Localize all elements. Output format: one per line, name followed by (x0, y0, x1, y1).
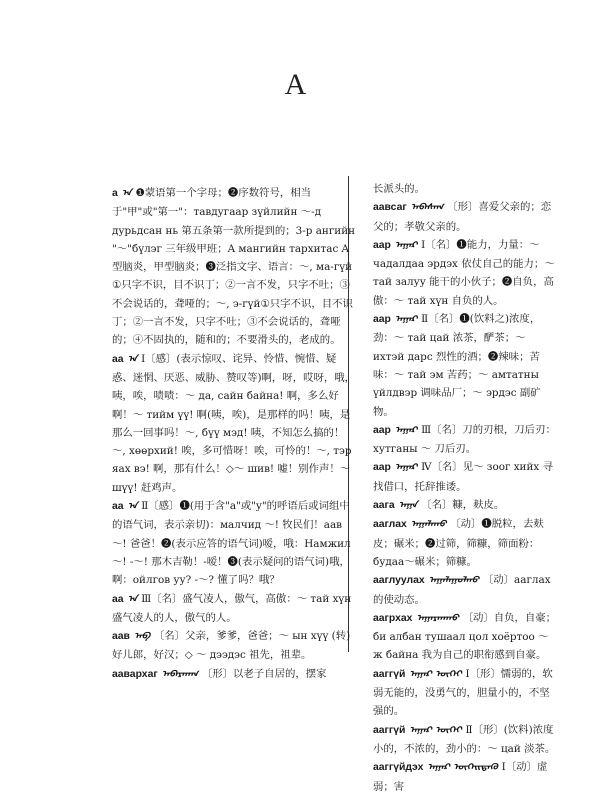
dictionary-entry (373, 458, 557, 496)
entry-headword: aa (112, 353, 124, 365)
entry-mongolian-script: ᠠᠭᠠᠷ (394, 240, 418, 250)
entry-mongolian-script: ᠠᠭᠠᠷ (394, 462, 418, 473)
dictionary-entry (373, 571, 557, 609)
entry-headword: a (112, 188, 118, 199)
dictionary-entry (373, 236, 557, 310)
dictionary-entry (112, 627, 356, 665)
entry-definition: Ⅰ〔感〕(表示惊叹、诧异、怜惜、惋惜、疑惑、迷惘、厌恶、威胁、赞叹等)啊，呀，哎呀，哦，咦，唉，啧啧：～ да, сайн байна! 啊，多么好啊！～ тийм үү! 啊(咦，唉)，是那样的吗！咦，是那么一回事吗！～, бүү мэд! 咦，不知怎么搞的！～, хөөрхий! 唉，多可惜呀！唉，可怜的！～, тэр яах вэ! 啊，那有什么！◇～ шив! 嘘！别作声！～ шүү! 赶鸡声。 (112, 352, 356, 494)
entry-mongolian-script: ᠠᠭᠠᠷ ᠦᠭᠡᠢ (409, 724, 462, 735)
entry-definition: Ⅱ〔感〕❶(用于含"a"或"y"的呼语后或词组中的语气词，表示亲切)：малчид ～! 牧民们！аав ～! 爸爸！❷(表示应答的语气词)嗳，哦：Намжил ～! -～! 那木吉勒！-嗳！❸(表示疑问的语气词)哦，啊：ойлгов уу? -～? 懂了吗？哦？ (112, 500, 351, 587)
dictionary-entry (373, 515, 557, 571)
entry-headword: аар (373, 462, 391, 474)
entry-headword: аавархаг (112, 668, 158, 680)
entry-headword: аавсаг (373, 202, 407, 214)
entry-definition: 长派头的。 (373, 183, 425, 195)
entry-definition: 〔形〕喜爱父亲的；恋父的；孝敬父亲的。 (373, 201, 552, 233)
entry-definition: Ⅱ〔名〕❶(饮料之)浓度，劲：～ тай цай 浓茶，酽茶；～ ихтэй дарс 烈性的酒；❷辣味；苦味：～ тай эм 苦药；～ амтатны үйлдвэр 调味品厂；～ эрдэс 副矿物。 (373, 313, 541, 418)
left-column (112, 184, 356, 684)
entry-mongolian-script: ᠠᠭᠠᠷᠬᠠᠬᠤ (416, 613, 459, 623)
entry-headword: аар (373, 424, 391, 436)
dictionary-entry (373, 421, 557, 459)
entry-headword: аав (112, 631, 130, 643)
dictionary-entry (112, 590, 356, 628)
entry-definition: Ⅰ〔形〕懦弱的，软弱无能的，没勇气的，胆量小的，不坚强的。 (373, 667, 553, 718)
entry-definition: Ⅱ〔形〕(饮料)浓度小的，不浓的，劲小的：～ цай 淡茶。 (373, 723, 556, 755)
dictionary-entry (373, 721, 557, 759)
entry-definition: 〔名〕糠，麸皮。 (421, 499, 505, 512)
entry-definition: Ⅰ〔名〕❶能力，力量：～ чадалдаа эрдэх 依仗自己的能力；～ тай залуу 能干的小伙子；❷自负，高傲：～ тай хүн 自负的人。 (373, 238, 555, 307)
dictionary-entry (112, 184, 356, 350)
entry-mongolian-script: ᠠ (121, 188, 132, 198)
entry-mongolian-script: ᠠᠪᠠᠷᠬᠠᠭ (161, 668, 198, 679)
entry-mongolian-script: ᠠᠭᠠ (398, 500, 418, 510)
dictionary-entry (373, 609, 557, 665)
entry-mongolian-script: ᠠᠭᠠᠷ ᠦᠭᠡᠢᠳᠡᠬᠦ (427, 762, 498, 773)
dictionary-entry (112, 497, 356, 589)
entry-definition: Ⅲ〔名〕刀的刃根，刀后刃：хутганы ～ 刀后刃。 (373, 423, 556, 456)
entry-headword: ааглуулах (373, 575, 425, 587)
entry-headword: ааггүй (373, 724, 406, 736)
entry-mongolian-script: ᠠᠭᠠᠯᠠᠭᠤᠯᠬᠤ (428, 575, 479, 586)
entry-headword: аар (373, 239, 391, 251)
entry-definition: 〔动〕ааглах 的使动态。 (373, 574, 551, 606)
entry-headword: ааггүй (373, 668, 406, 680)
entry-headword: аар (373, 314, 391, 326)
dictionary-entry (112, 665, 356, 684)
dictionary-entry (112, 350, 356, 497)
entry-definition: Ⅳ〔名〕见～ зоог хийх 寻找借口，托辞推诿。 (373, 461, 553, 493)
dictionary-entry (373, 665, 557, 721)
entry-headword: aa (112, 593, 124, 605)
entry-mongolian-script: ᠠᠪ (133, 631, 150, 641)
entry-mongolian-script: ᠠ (127, 501, 138, 511)
right-column (373, 180, 557, 796)
entry-definition: Ⅰ〔动〕虚弱；害 (373, 761, 548, 793)
entry-mongolian-script: ᠠ (127, 593, 138, 604)
dictionary-entry (373, 198, 557, 236)
entry-mongolian-script: ᠠᠭᠠᠯᠠᠬᠤ (410, 519, 447, 530)
entry-definition: 〔动〕❶脱粒，去麸皮；碾米；❷过筛，筛糠，筛面粉：будаа～碾米；筛糠。 (373, 518, 544, 568)
entry-headword: аагрхах (373, 612, 413, 624)
entry-headword: aa (112, 501, 124, 513)
entry-definition: Ⅲ〔名〕盛气凌人，傲气，高傲：～ тай хүн 盛气凌人的人，傲气的人。 (112, 592, 352, 624)
dictionary-entry (373, 310, 557, 421)
entry-definition: 〔名〕父亲，爹爹，爸爸；～ ын хүү (转)好儿郎，好汉；◇ ～ дээдэс 祖先，祖辈。 (112, 630, 351, 662)
entry-headword: аага (373, 500, 395, 512)
entry-headword: ааггүйдэх (373, 762, 424, 774)
entry-mongolian-script: ᠠᠭᠠᠷ (394, 314, 418, 324)
entry-definition: 〔形〕以老子自居的，摆家 (201, 667, 327, 680)
entry-mongolian-script: ᠠᠭᠠᠷ ᠦᠭᠡᠢ (409, 668, 462, 679)
entry-mongolian-script: ᠠᠪᠠᠰᠠᠭ (410, 202, 444, 213)
dictionary-entry (373, 758, 557, 796)
entry-mongolian-script: ᠠᠭᠠᠷ (394, 425, 418, 435)
entry-definition: 〔动〕自负，自豪；би албан тушаал цол хоёртоо ～ж байна 我为自己的职衔感到自豪。 (373, 611, 557, 662)
dictionary-entry (373, 496, 557, 515)
dictionary-entry (373, 180, 557, 198)
entry-headword: ааглах (373, 519, 407, 531)
section-letter-heading: A (284, 68, 307, 101)
entry-mongolian-script: ᠠ᠋ᠠ (127, 353, 138, 364)
entry-definition: ❶蒙语第一个字母；❷序数符号，相当于"甲"或"第一"：тавдугаар зүйлийн ～-д дурьдсан нь 第五条第一款所提到的；3-р ангийн "～"бүлэг 三年级甲班；A мангийн тархитас A 型脑炎，甲型脑炎；❸泛指文字、语言：～, ма-гүй ①只字不识，目不识丁；②一言不发，只字不吐；③不会说话的，聋哑的；～, э-гүй①只字不识，目不识丁；②一言不发，只字不吐；③不会说话的，聋哑的；④不固执的，随和的；不要滑头的，老成的。 (112, 187, 356, 347)
